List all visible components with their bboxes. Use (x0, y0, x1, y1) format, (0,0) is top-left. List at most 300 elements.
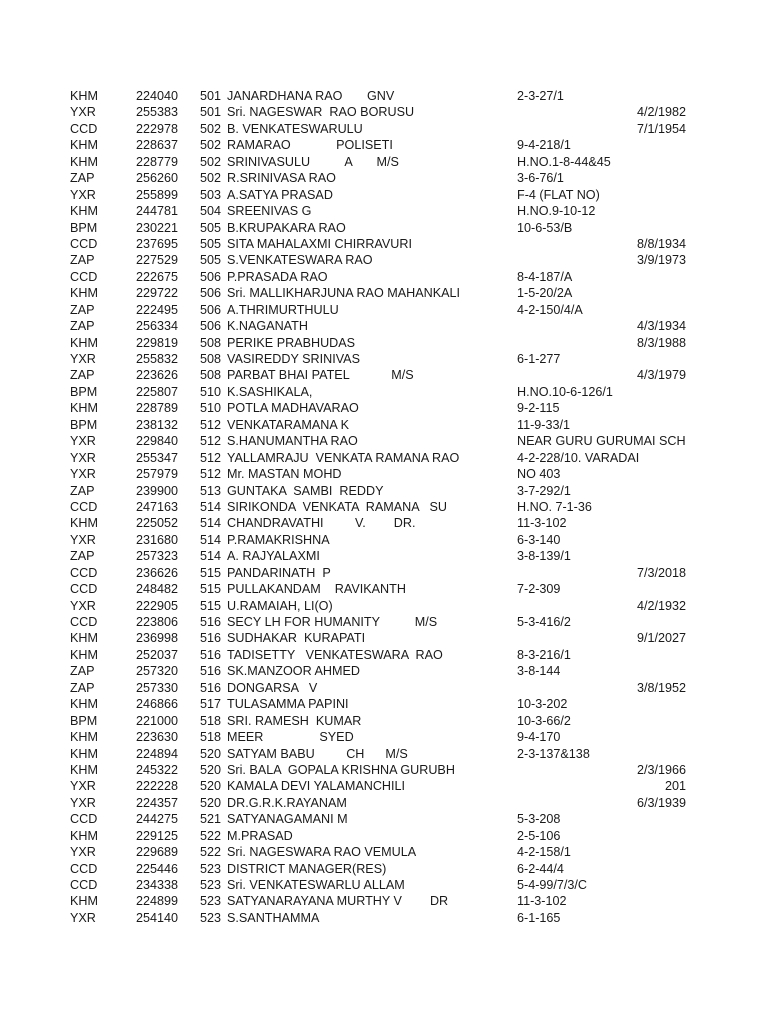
serial-number-cell: 516 (200, 631, 222, 646)
holder-name-cell: DR.G.R.K.RAYANAM (227, 795, 347, 810)
table-row (0, 351, 768, 367)
branch-code-cell: CCD (70, 236, 98, 251)
serial-number-cell: 513 (200, 483, 222, 498)
holder-name-cell: TADISETTY VENKATESWARA RAO (227, 647, 443, 662)
account-id-cell: 255899 (136, 187, 179, 202)
table-row (0, 335, 768, 351)
account-id-cell: 222495 (136, 302, 179, 317)
holder-name-cell: P.RAMAKRISHNA (227, 532, 330, 547)
holder-name-cell: PULLAKANDAM RAVIKANTH (227, 582, 406, 597)
holder-name-cell: SATYAM BABU CH M/S (227, 746, 408, 761)
table-row (0, 778, 768, 794)
table-row (0, 400, 768, 416)
account-id-cell: 229819 (136, 335, 179, 350)
table-row (0, 121, 768, 137)
account-id-cell: 255347 (136, 450, 179, 465)
branch-code-cell: ZAP (70, 368, 95, 383)
table-row (0, 203, 768, 219)
serial-number-cell: 522 (200, 845, 222, 860)
account-id-cell: 228779 (136, 154, 179, 169)
account-id-cell: 257320 (136, 664, 179, 679)
branch-code-cell: KHM (70, 516, 98, 531)
address-cell: 9-4-170 (517, 730, 561, 745)
serial-number-cell: 515 (200, 582, 222, 597)
table-row (0, 614, 768, 630)
holder-name-cell: KAMALA DEVI YALAMANCHILI (227, 779, 406, 794)
serial-number-cell: 514 (200, 549, 222, 564)
date-cell: 6/3/1939 (636, 795, 686, 810)
address-cell: 4-2-158/1 (517, 845, 571, 860)
table-row (0, 187, 768, 203)
account-id-cell: 248482 (136, 582, 179, 597)
serial-number-cell: 523 (200, 894, 222, 909)
account-id-cell: 254140 (136, 910, 179, 925)
account-id-cell: 227529 (136, 253, 179, 268)
address-cell: 4-2-150/4/A (517, 302, 583, 317)
table-row (0, 515, 768, 531)
holder-name-cell: POTLA MADHAVARAO (227, 401, 359, 416)
address-cell: H.NO.1-8-44&45 (517, 154, 611, 169)
branch-code-cell: YXR (70, 352, 96, 366)
branch-code-cell: YXR (70, 467, 96, 482)
address-cell: F-4 (FLAT NO) (517, 187, 600, 202)
table-row (0, 729, 768, 745)
branch-code-cell: ZAP (70, 171, 95, 186)
holder-name-cell: Mr. MASTAN MOHD (227, 467, 342, 482)
account-id-cell: 234338 (136, 878, 179, 892)
account-id-cell: 257979 (136, 467, 179, 482)
account-id-cell: 256260 (136, 171, 179, 186)
address-cell: H.NO.10-6-126/1 (517, 384, 613, 399)
branch-code-cell: KHM (70, 204, 98, 219)
address-cell: 4-2-228/10. VARADAI (517, 450, 640, 465)
table-row (0, 269, 768, 285)
account-id-cell: 236626 (136, 565, 179, 580)
table-row (0, 285, 768, 301)
account-id-cell: 246866 (136, 697, 179, 712)
holder-name-cell: A.THRIMURTHULU (227, 302, 339, 317)
serial-number-cell: 520 (200, 762, 222, 777)
holder-name-cell: P.PRASADA RAO (227, 269, 328, 284)
address-cell: 10-3-202 (517, 697, 568, 712)
serial-number-cell: 518 (200, 713, 222, 728)
holder-name-cell: Sri. NAGESWAR RAO BORUSU (227, 105, 415, 120)
holder-name-cell: SITA MAHALAXMI CHIRRAVURI (227, 236, 412, 251)
serial-number-cell: 506 (200, 286, 222, 301)
branch-code-cell: YXR (70, 845, 96, 860)
branch-code-cell: KHM (70, 335, 98, 350)
account-id-cell: 225446 (136, 861, 179, 876)
address-cell: 6-3-140 (517, 532, 561, 547)
serial-number-cell: 518 (200, 730, 222, 745)
table-row (0, 828, 768, 844)
address-cell: 1-5-20/2A (517, 286, 573, 301)
holder-name-cell: SATYANAGAMANI M (227, 812, 348, 827)
table-row (0, 302, 768, 318)
branch-code-cell: ZAP (70, 253, 95, 268)
serial-number-cell: 510 (200, 401, 222, 416)
branch-code-cell: ZAP (70, 483, 95, 498)
date-cell: 2/3/1966 (636, 762, 686, 777)
serial-number-cell: 517 (200, 697, 222, 712)
holder-name-cell: PERIKE PRABHUDAS (227, 335, 356, 350)
branch-code-cell: CCD (70, 861, 98, 876)
account-id-cell: 231680 (136, 532, 179, 547)
table-row (0, 811, 768, 827)
holder-name-cell: Sri. NAGESWARA RAO VEMULA (227, 845, 417, 860)
branch-code-cell: KHM (70, 894, 98, 909)
holder-name-cell: YALLAMRAJU VENKATA RAMANA RAO (227, 450, 460, 465)
branch-code-cell: KHM (70, 746, 98, 761)
account-id-cell: 257323 (136, 549, 179, 564)
branch-code-cell: YXR (70, 598, 96, 613)
table-row (0, 318, 768, 334)
account-id-cell: 229689 (136, 845, 179, 860)
serial-number-cell: 501 (200, 89, 222, 103)
account-id-cell: 224040 (136, 89, 179, 103)
table-row (0, 532, 768, 548)
holder-name-cell: S.SANTHAMMA (227, 910, 320, 925)
date-cell: 3/9/1973 (636, 253, 686, 268)
address-cell: 2-3-27/1 (517, 89, 564, 103)
date-cell: 7/3/2018 (636, 565, 686, 580)
serial-number-cell: 516 (200, 680, 222, 695)
account-id-cell: 229722 (136, 286, 179, 301)
date-cell: 8/8/1934 (636, 236, 686, 251)
branch-code-cell: ZAP (70, 549, 95, 564)
branch-code-cell: BPM (70, 384, 98, 399)
holder-name-cell: CHANDRAVATHI V. DR. (227, 516, 416, 531)
account-id-cell: 238132 (136, 417, 179, 432)
address-cell: 11-3-102 (517, 894, 567, 909)
branch-code-cell: ZAP (70, 664, 95, 679)
serial-number-cell: 505 (200, 220, 222, 235)
serial-number-cell: 502 (200, 138, 222, 153)
account-id-cell: 252037 (136, 647, 179, 662)
serial-number-cell: 522 (200, 828, 222, 843)
holder-name-cell: PANDARINATH P (227, 565, 331, 580)
branch-code-cell: YXR (70, 434, 96, 449)
serial-number-cell: 514 (200, 532, 222, 547)
account-id-cell: 222978 (136, 121, 179, 136)
serial-number-cell: 523 (200, 910, 222, 925)
account-id-cell: 223806 (136, 615, 179, 629)
holder-name-cell: GUNTAKA SAMBI REDDY (227, 483, 384, 498)
branch-code-cell: YXR (70, 910, 96, 925)
serial-number-cell: 508 (200, 352, 222, 366)
holder-name-cell: DONGARSA V (227, 680, 318, 695)
account-id-cell: 224899 (136, 894, 179, 909)
serial-number-cell: 501 (200, 105, 222, 120)
serial-number-cell: 502 (200, 154, 222, 169)
serial-number-cell: 512 (200, 434, 222, 449)
date-cell: 4/3/1934 (636, 319, 686, 334)
address-cell: H.NO.9-10-12 (517, 204, 596, 219)
branch-code-cell: CCD (70, 812, 98, 827)
serial-number-cell: 512 (200, 467, 222, 482)
serial-number-cell: 503 (200, 187, 222, 202)
date-cell: 201 (664, 779, 686, 794)
account-id-cell: 237695 (136, 236, 179, 251)
address-cell: 3-6-76/1 (517, 171, 564, 186)
branch-code-cell: KHM (70, 762, 98, 777)
serial-number-cell: 508 (200, 335, 222, 350)
address-cell: H.NO. 7-1-36 (517, 499, 592, 514)
holder-name-cell: DISTRICT MANAGER(RES) (227, 861, 387, 876)
address-cell: NO 403 (517, 467, 561, 482)
account-id-cell: 228789 (136, 401, 179, 416)
holder-name-cell: A.SATYA PRASAD (227, 187, 333, 202)
serial-number-cell: 521 (200, 812, 222, 827)
table-row (0, 417, 768, 433)
account-id-cell: 224894 (136, 746, 179, 761)
branch-code-cell: YXR (70, 105, 96, 120)
address-cell: 8-4-187/A (517, 269, 573, 284)
serial-number-cell: 516 (200, 615, 222, 629)
serial-number-cell: 523 (200, 878, 222, 892)
table-row (0, 154, 768, 170)
account-id-cell: 247163 (136, 499, 179, 514)
serial-number-cell: 514 (200, 516, 222, 531)
account-id-cell: 223626 (136, 368, 179, 383)
table-row (0, 877, 768, 893)
serial-number-cell: 510 (200, 384, 222, 399)
holder-name-cell: Sri. VENKATESWARLU ALLAM (227, 878, 405, 892)
table-row (0, 565, 768, 581)
branch-code-cell: KHM (70, 154, 98, 169)
branch-code-cell: BPM (70, 417, 98, 432)
account-id-cell: 244781 (136, 204, 179, 219)
table-row (0, 252, 768, 268)
holder-name-cell: Sri. MALLIKHARJUNA RAO MAHANKALI (227, 286, 461, 301)
address-cell: 11-3-102 (517, 516, 567, 531)
account-id-cell: 255383 (136, 105, 179, 120)
branch-code-cell: YXR (70, 187, 96, 202)
serial-number-cell: 516 (200, 647, 222, 662)
branch-code-cell: ZAP (70, 680, 95, 695)
serial-number-cell: 505 (200, 253, 222, 268)
holder-name-cell: U.RAMAIAH, LI(O) (227, 598, 333, 613)
table-row (0, 466, 768, 482)
table-row (0, 384, 768, 400)
serial-number-cell: 515 (200, 565, 222, 580)
holder-name-cell: MEER SYED (227, 730, 354, 745)
address-cell: 3-8-139/1 (517, 549, 571, 564)
table-row (0, 630, 768, 646)
table-row (0, 647, 768, 663)
serial-number-cell: 520 (200, 746, 222, 761)
account-id-cell: 224357 (136, 795, 179, 810)
holder-name-cell: SECY LH FOR HUMANITY M/S (227, 615, 438, 629)
serial-number-cell: 516 (200, 664, 222, 679)
branch-code-cell: CCD (70, 499, 98, 514)
table-row (0, 844, 768, 860)
branch-code-cell: ZAP (70, 302, 95, 317)
table-row (0, 483, 768, 499)
address-cell: 10-3-66/2 (517, 713, 571, 728)
serial-number-cell: 523 (200, 861, 222, 876)
record-list (0, 88, 768, 926)
holder-name-cell: SRI. RAMESH KUMAR (227, 713, 362, 728)
holder-name-cell: SATYANARAYANA MURTHY V DR (227, 894, 449, 909)
branch-code-cell: ZAP (70, 319, 95, 334)
table-row (0, 367, 768, 383)
table-row (0, 663, 768, 679)
holder-name-cell: S.HANUMANTHA RAO (227, 434, 358, 449)
holder-name-cell: JANARDHANA RAO GNV (227, 89, 395, 103)
branch-code-cell: KHM (70, 89, 98, 103)
branch-code-cell: KHM (70, 697, 98, 712)
table-row (0, 762, 768, 778)
serial-number-cell: 502 (200, 171, 222, 186)
table-row (0, 893, 768, 909)
holder-name-cell: SIRIKONDA VENKATA RAMANA SU (227, 499, 447, 514)
holder-name-cell: K.SASHIKALA, (227, 384, 313, 399)
branch-code-cell: KHM (70, 730, 98, 745)
account-id-cell: 255832 (136, 352, 179, 366)
date-cell: 3/8/1952 (636, 680, 686, 695)
date-cell: 7/1/1954 (636, 121, 686, 136)
branch-code-cell: KHM (70, 138, 98, 153)
branch-code-cell: CCD (70, 565, 98, 580)
branch-code-cell: CCD (70, 269, 98, 284)
branch-code-cell: CCD (70, 615, 98, 629)
table-row (0, 236, 768, 252)
account-id-cell: 236998 (136, 631, 179, 646)
account-id-cell: 229840 (136, 434, 179, 449)
holder-name-cell: K.NAGANATH (227, 319, 308, 334)
serial-number-cell: 514 (200, 499, 222, 514)
branch-code-cell: KHM (70, 828, 98, 843)
holder-name-cell: VENKATARAMANA K (227, 417, 350, 432)
account-id-cell: 230221 (136, 220, 179, 235)
account-id-cell: 221000 (136, 713, 179, 728)
table-row (0, 220, 768, 236)
address-cell: 9-4-218/1 (517, 138, 571, 153)
date-cell: 4/3/1979 (636, 368, 686, 383)
serial-number-cell: 520 (200, 795, 222, 810)
table-row (0, 861, 768, 877)
holder-name-cell: SREENIVAS G (227, 204, 312, 219)
serial-number-cell: 512 (200, 450, 222, 465)
address-cell: 11-9-33/1 (517, 417, 570, 432)
serial-number-cell: 505 (200, 236, 222, 251)
address-cell: 2-5-106 (517, 828, 561, 843)
account-id-cell: 222675 (136, 269, 179, 284)
table-row (0, 581, 768, 597)
holder-name-cell: PARBAT BHAI PATEL M/S (227, 368, 414, 383)
branch-code-cell: CCD (70, 121, 98, 136)
account-id-cell: 223630 (136, 730, 179, 745)
branch-code-cell: YXR (70, 450, 96, 465)
holder-name-cell: TULASAMMA PAPINI (227, 697, 349, 712)
holder-name-cell: Sri. BALA GOPALA KRISHNA GURUBH (227, 762, 455, 777)
address-cell: 6-1-277 (517, 352, 561, 366)
date-cell: 4/2/1982 (636, 105, 686, 120)
table-row (0, 746, 768, 762)
holder-name-cell: B. VENKATESWARULU (227, 121, 363, 136)
address-cell: 10-6-53/B (517, 220, 573, 235)
address-cell: 5-3-208 (517, 812, 561, 827)
serial-number-cell: 502 (200, 121, 222, 136)
account-id-cell: 239900 (136, 483, 179, 498)
account-id-cell: 222905 (136, 598, 179, 613)
account-id-cell: 225052 (136, 516, 179, 531)
serial-number-cell: 508 (200, 368, 222, 383)
table-row (0, 795, 768, 811)
table-row (0, 137, 768, 153)
table-row (0, 499, 768, 515)
date-cell: 9/1/2027 (636, 631, 686, 646)
table-row (0, 104, 768, 120)
table-row (0, 713, 768, 729)
address-cell: 6-2-44/4 (517, 861, 564, 876)
account-id-cell: 256334 (136, 319, 179, 334)
branch-code-cell: KHM (70, 401, 98, 416)
account-id-cell: 225807 (136, 384, 179, 399)
holder-name-cell: RAMARAO POLISETI (227, 138, 393, 153)
serial-number-cell: 506 (200, 269, 222, 284)
address-cell: 7-2-309 (517, 582, 561, 597)
table-row (0, 910, 768, 926)
holder-name-cell: SUDHAKAR KURAPATI (227, 631, 366, 646)
holder-name-cell: VASIREDDY SRINIVAS (227, 352, 360, 366)
table-row (0, 680, 768, 696)
account-id-cell: 244275 (136, 812, 179, 827)
table-row (0, 598, 768, 614)
branch-code-cell: CCD (70, 878, 98, 892)
address-cell: 2-3-137&138 (517, 746, 590, 761)
branch-code-cell: YXR (70, 779, 96, 794)
address-cell: NEAR GURU GURUMAI SCH (517, 434, 686, 449)
address-cell: 6-1-165 (517, 910, 561, 925)
holder-name-cell: M.PRASAD (227, 828, 293, 843)
holder-name-cell: R.SRINIVASA RAO (227, 171, 336, 186)
table-row (0, 696, 768, 712)
address-cell: 3-8-144 (517, 664, 561, 679)
serial-number-cell: 506 (200, 319, 222, 334)
table-row (0, 450, 768, 466)
table-row (0, 88, 768, 104)
branch-code-cell: KHM (70, 647, 98, 662)
account-id-cell: 222228 (136, 779, 179, 794)
account-id-cell: 229125 (136, 828, 179, 843)
branch-code-cell: YXR (70, 532, 96, 547)
address-cell: 5-4-99/7/3/C (517, 878, 588, 892)
holder-name-cell: SK.MANZOOR AHMED (227, 664, 360, 679)
address-cell: 5-3-416/2 (517, 615, 571, 629)
holder-name-cell: SRINIVASULU A M/S (227, 154, 399, 169)
address-cell: 3-7-292/1 (517, 483, 571, 498)
address-cell: 8-3-216/1 (517, 647, 571, 662)
branch-code-cell: CCD (70, 582, 98, 597)
holder-name-cell: B.KRUPAKARA RAO (227, 220, 346, 235)
address-cell: 9-2-115 (517, 401, 560, 416)
table-row (0, 548, 768, 564)
serial-number-cell: 506 (200, 302, 222, 317)
account-id-cell: 245322 (136, 762, 179, 777)
serial-number-cell: 512 (200, 417, 222, 432)
branch-code-cell: KHM (70, 631, 98, 646)
branch-code-cell: BPM (70, 713, 98, 728)
serial-number-cell: 504 (200, 204, 222, 219)
account-id-cell: 257330 (136, 680, 179, 695)
date-cell: 8/3/1988 (636, 335, 686, 350)
branch-code-cell: YXR (70, 795, 96, 810)
branch-code-cell: KHM (70, 286, 98, 301)
serial-number-cell: 515 (200, 598, 222, 613)
account-id-cell: 228637 (136, 138, 179, 153)
